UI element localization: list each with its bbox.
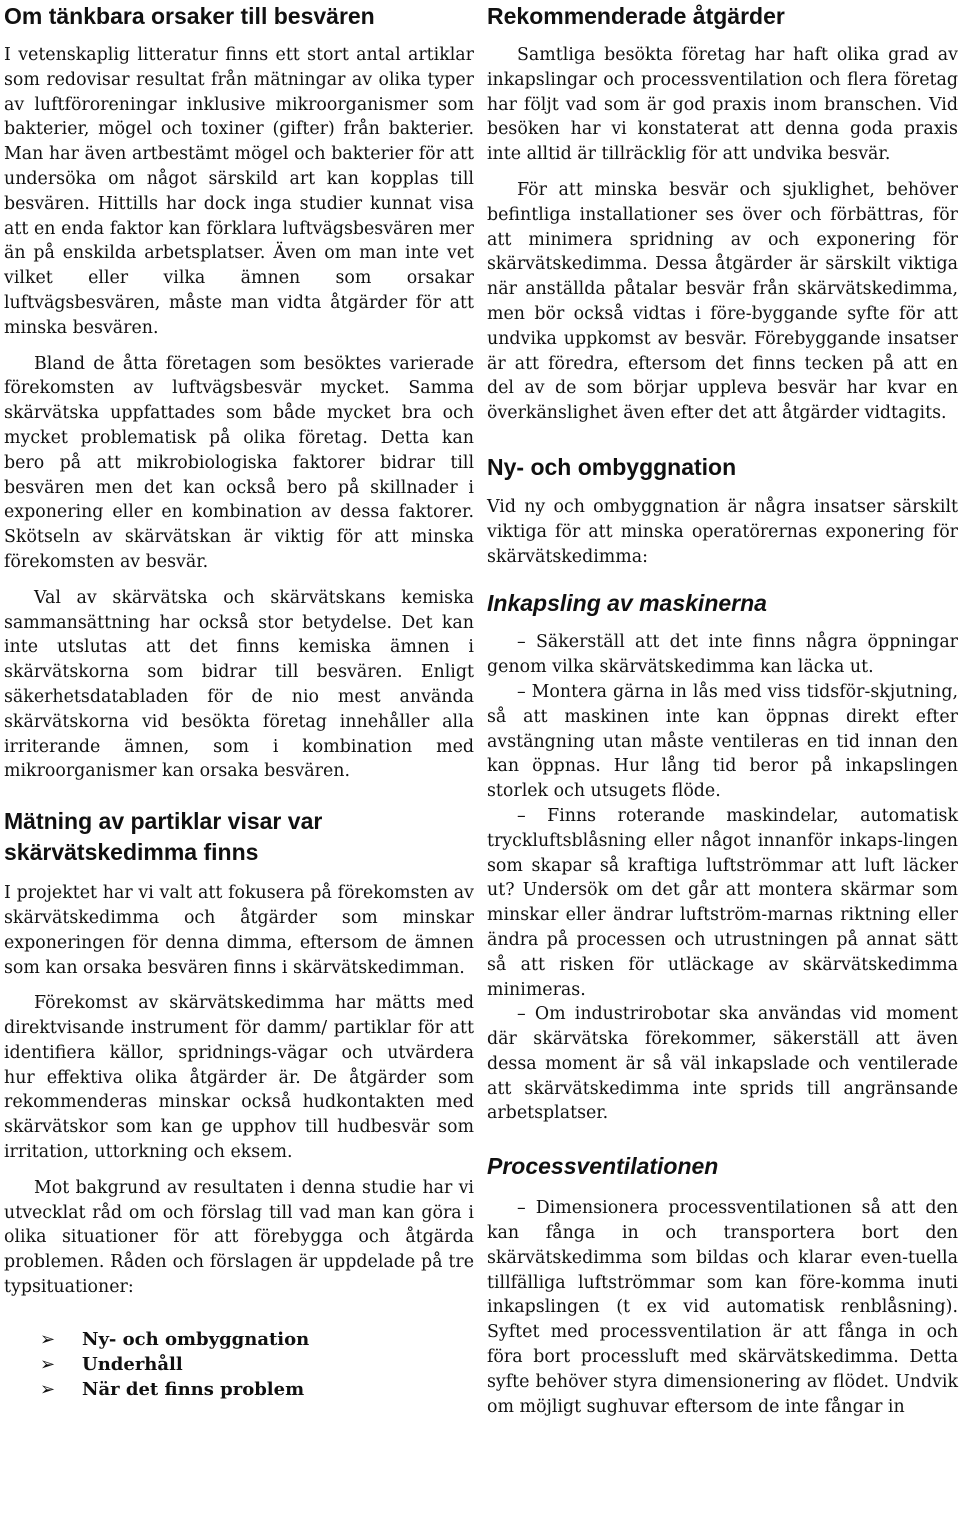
paragraph-fluid-choice: Val av skärvätska och skärvätskans kemiska sammansättning har också stor betydelse. Det kan inte utslutas att det finns kemiska ämnen i skärvätskorna som bidrar till besvären. Enligt säkerhetsdatabladen för de nio mest använda skärvätskorna vid besökta företag innehåller alla irriterande ämnen, som i kombination med mikroorganismer kan orsaka besvären. xyxy=(4,587,474,782)
section-heading-measurement: Mätning av partiklar visar var skärvätskedimma finns xyxy=(4,808,323,866)
dash-item-robots: – Om industrirobotar ska användas vid moment där skärvätska förekommer, säkerställ att även dessa moment är så väl inkapslade och ventilerade att skärvätskedimma inte sprids till angränsande arbetsplatser. xyxy=(487,1004,958,1124)
section-heading-recommended: Rekommenderade åtgärder xyxy=(487,3,785,29)
paragraph-new-construction: Vid ny och ombyggnation är några insatser särskilt viktiga för att minska operatörernas exponering för skärvätskedimma: xyxy=(487,496,958,567)
list-item: ➢ Underhåll xyxy=(40,1353,183,1375)
list-item: ➢ När det finns problem xyxy=(40,1378,305,1400)
section-heading-causes: Om tänkbara orsaker till besvären xyxy=(4,3,375,29)
dash-item-openings: – Säkerställ att det inte finns några öppningar genom vilka skärvätskedimma kan läcka ut. xyxy=(487,632,958,678)
paragraph-project-focus: I projektet har vi valt att fokusera på förekomsten av skärvätskedimma och åtgärder som minskar exponeringen för denna dimma, eftersom de ämnen som kan orsaka besvären finns i skärvätskedimman. xyxy=(4,883,474,978)
paragraph-advice: Mot bakgrund av resultaten i denna studie har vi utvecklat råd om och förslag till vad man kan göra i olika situationer för att förebygga och åtgärda problemen. Råden och förslagen är uppdelade på tre typsituationer: xyxy=(4,1177,474,1298)
arrow-bullet-icon: ➢ xyxy=(40,1353,56,1375)
right-column xyxy=(487,0,958,1419)
dash-item-rotating-parts: – Finns roterande maskindelar, automatisk tryckluftsblåsning eller något innanför inkaps-lingen som skapar så kraftiga luftströmmar att luft läcker ut? Undersök om det går att montera skärmar som minskar eller ändrar luftström-marnas riktning eller ändra på processen och utrustningen på annat sätt så att risken för utläckage av skärvätskedimma minimeras. xyxy=(487,805,958,1000)
dash-item-locks: – Montera gärna in lås med viss tidsför-skjutning, så att maskinen inte kan öppnas direkt efter avstängning utan måste ventileras en tid innan den kan öppnas. Hur lång tid beror på inkapslingen storlek och utsugets flöde. xyxy=(487,681,958,802)
paragraph-literature: I vetenskaplig litteratur finns ett stort antal artiklar som redovisar resultat från mätningar av olika typer av luftföroreningar inklusive mikroorganismer som bakterier, mögel och toxiner (gifter) från bakterier. Man har även artbestämt mögel och bakterier för att undersöka om något särskild art kan kopplas till besvären. Hittills har dock inga studier kunnat visa att en enda faktor kan förklara luftvägsbesvären mer än på enskilda arbetsplatser. Även om man inte vet vilket eller vilka ämnen som orsakar luftvägsbesvären, måste man vidta åtgärder för att minska besvären. xyxy=(4,45,474,338)
left-column xyxy=(4,0,474,1402)
dash-item-dimension-ventilation: – Dimensionera processventilationen så att den kan fånga in och transportera bort den skärvätskedimma som bildas och klarar even-tuella tillfälliga luftströmmar som kan före-komma inuti inkapslingen (t ex vid automatisk renblåsning). Syftet med processventilation är att fånga in och föra bort processluft med skärvätskedimma. Detta syfte behöver styra dimensionering av flödet. Undvik om möjligt sughuvar eftersom de inte fångar in xyxy=(487,1198,958,1417)
paragraph-visited-companies: Samtliga besökta företag har haft olika grad av inkapslingar och processventilation och flera företag har följt vad som är god praxis inom branschen. Vid besöken har vi konstaterat att denna goda praxis inte alltid är tillräcklig för att undvika besvär. xyxy=(487,45,958,165)
subheading-enclosure: Inkapsling av maskinerna xyxy=(487,590,767,617)
arrow-bullet-icon: ➢ xyxy=(40,1378,56,1400)
section-heading-new-construction: Ny- och ombyggnation xyxy=(487,453,737,480)
arrow-bullet-icon: ➢ xyxy=(40,1328,56,1350)
subheading-process-ventilation: Processventilationen xyxy=(487,1153,719,1180)
situation-list xyxy=(4,1327,474,1402)
paragraph-reduce-symptoms: För att minska besvär och sjuklighet, behöver befintliga installationer ses över och förbättras, för att minimera spridning av och exponering för skärvätskedimma. Dessa åtgärder är särskilt viktiga när anställda påtalar besvär från skärvätskedimma, men bör också vidtas i före-byggande syfte för att undvika uppkomst av besvär. Förebyggande insatser är att föredra, eftersom det finns tecken på att en del av de som börjar uppleva besvär har kvar en överkänslighet även efter det att åtgärder vidtagits. xyxy=(487,179,958,424)
list-item: ➢ Ny- och ombyggnation xyxy=(40,1328,310,1350)
paragraph-companies: Bland de åtta företagen som besöktes varierade förekomsten av luftvägsbesvär mycket. Samma skärvätska uppfattades som både mycket bra och mycket problematisk på olika företag. Detta kan bero på att mikrobiologiska faktorer bidrar till besvären men det kan också bero på skillnader i exponering eller en kombination av dessa faktorer. Skötseln av skärvätskan är viktig för att minska förekomsten av besvär. xyxy=(4,353,474,572)
paragraph-measurement: Förekomst av skärvätskedimma har mätts med direktvisande instrument för damm/ partiklar för att identifiera källor, spridnings-vägar och utvärdera hur effektiva olika åtgärder är. De åtgärder som rekommenderas minskar också hudkontakten med skärvätskor som kan ge upphov till hudbesvär som irritation, uttorkning och eksem. xyxy=(4,993,474,1163)
